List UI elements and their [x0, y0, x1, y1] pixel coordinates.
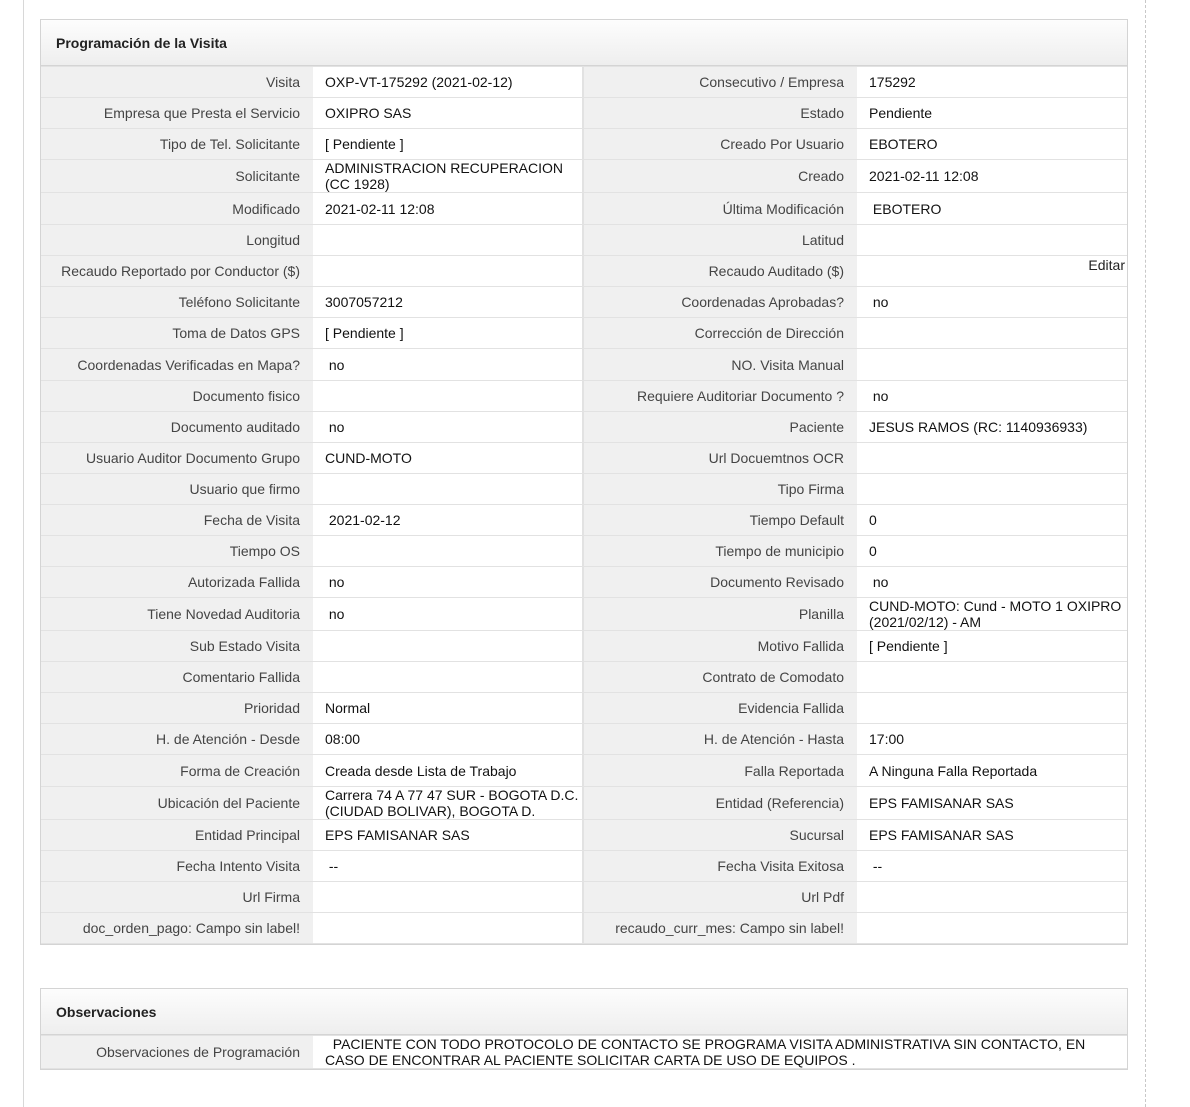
field-value: 2021-02-11 12:08	[313, 193, 584, 224]
field-value: ADMINISTRACION RECUPERACION (CC 1928)	[313, 160, 584, 192]
field-label: Fecha Intento Visita	[41, 851, 313, 881]
field-label: Toma de Datos GPS	[41, 318, 313, 348]
panel-title-observaciones: Observaciones	[41, 989, 1127, 1035]
field-value: 2021-02-11 12:08	[857, 160, 1127, 192]
field-value: 3007057212	[313, 287, 584, 317]
field-value	[313, 882, 584, 912]
field-label: Visita	[41, 67, 313, 97]
field-label: Url Firma	[41, 882, 313, 912]
left-divider	[23, 0, 24, 1107]
right-dashed-divider	[1145, 0, 1146, 1107]
field-row	[41, 129, 1127, 160]
field-label: Latitud	[584, 225, 857, 255]
field-label: Tiempo Default	[584, 505, 857, 535]
field-label: Requiere Auditoriar Documento ?	[584, 381, 857, 411]
field-value	[313, 225, 584, 255]
field-label: Teléfono Solicitante	[41, 287, 313, 317]
field-label: Documento fisico	[41, 381, 313, 411]
field-label: Evidencia Fallida	[584, 693, 857, 723]
field-value: JESUS RAMOS (RC: 1140936933)	[857, 412, 1127, 442]
field-row	[41, 882, 1127, 913]
field-value	[313, 536, 584, 566]
field-row	[41, 67, 1127, 98]
panel-title-programacion: Programación de la Visita	[41, 20, 1127, 66]
field-value	[857, 662, 1127, 692]
field-label: Paciente	[584, 412, 857, 442]
field-label: Tipo de Tel. Solicitante	[41, 129, 313, 159]
observaciones-panel	[40, 988, 1128, 1070]
field-value: EBOTERO	[857, 193, 1127, 224]
field-value: --	[857, 851, 1127, 881]
field-value: A Ninguna Falla Reportada	[857, 755, 1127, 786]
programacion-panel	[40, 19, 1128, 945]
field-label: Motivo Fallida	[584, 631, 857, 661]
field-value	[857, 256, 1127, 286]
field-row	[41, 631, 1127, 662]
field-value	[857, 693, 1127, 723]
field-label: Fecha de Visita	[41, 505, 313, 535]
field-label: Tipo Firma	[584, 474, 857, 504]
field-label: Tiempo de municipio	[584, 536, 857, 566]
observaciones-label: Observaciones de Programación	[41, 1036, 313, 1068]
field-label: Creado Por Usuario	[584, 129, 857, 159]
field-label: Prioridad	[41, 693, 313, 723]
field-value	[857, 318, 1127, 348]
field-label: NO. Visita Manual	[584, 349, 857, 380]
field-row	[41, 160, 1127, 193]
field-label: H. de Atención - Desde	[41, 724, 313, 754]
field-label: Documento auditado	[41, 412, 313, 442]
field-value: no	[313, 598, 584, 630]
field-value	[857, 474, 1127, 504]
field-label: Autorizada Fallida	[41, 567, 313, 597]
field-value: no	[313, 349, 584, 380]
field-label: Documento Revisado	[584, 567, 857, 597]
field-value	[313, 474, 584, 504]
field-label: Tiempo OS	[41, 536, 313, 566]
field-label: Solicitante	[41, 160, 313, 192]
field-value: Normal	[313, 693, 584, 723]
field-row	[41, 287, 1127, 318]
field-label: Ubicación del Paciente	[41, 787, 313, 819]
field-label: Empresa que Presta el Servicio	[41, 98, 313, 128]
field-value	[313, 256, 584, 286]
field-value: EPS FAMISANAR SAS	[857, 820, 1127, 850]
field-label: Fecha Visita Exitosa	[584, 851, 857, 881]
observaciones-value: PACIENTE CON TODO PROTOCOLO DE CONTACTO SE PROGRAMA VISITA ADMINISTRATIVA SIN CONTACTO, EN CASO DE ENCONTRAR AL PACIENTE SOLICITAR CARTA DE USO DE EQUIPOS .	[313, 1036, 1127, 1068]
field-row	[41, 787, 1127, 820]
field-value: no	[313, 567, 584, 597]
field-label: Falla Reportada	[584, 755, 857, 786]
field-value	[857, 882, 1127, 912]
field-label: Consecutivo / Empresa	[584, 67, 857, 97]
field-row	[41, 662, 1127, 693]
field-value	[313, 631, 584, 661]
field-label: Entidad Principal	[41, 820, 313, 850]
field-label: Entidad (Referencia)	[584, 787, 857, 819]
field-value: 2021-02-12	[313, 505, 584, 535]
field-row	[41, 225, 1127, 256]
field-value: Carrera 74 A 77 47 SUR - BOGOTA D.C. (CIUDAD BOLIVAR), BOGOTA D.	[313, 787, 584, 819]
field-value	[313, 913, 584, 943]
programacion-fields	[41, 66, 1127, 944]
field-label: Estado	[584, 98, 857, 128]
field-row	[41, 349, 1127, 381]
field-label: Creado	[584, 160, 857, 192]
field-row	[41, 318, 1127, 349]
field-value: OXP-VT-175292 (2021-02-12)	[313, 67, 584, 97]
field-label: Coordenadas Aprobadas?	[584, 287, 857, 317]
field-label: Recaudo Reportado por Conductor ($)	[41, 256, 313, 286]
field-label: Tiene Novedad Auditoria	[41, 598, 313, 630]
observaciones-row	[41, 1036, 1127, 1069]
field-row	[41, 724, 1127, 755]
field-label: Coordenadas Verificadas en Mapa?	[41, 349, 313, 380]
field-value: Pendiente	[857, 98, 1127, 128]
field-label: Longitud	[41, 225, 313, 255]
field-label: Url Docuemtnos OCR	[584, 443, 857, 473]
field-label: Sub Estado Visita	[41, 631, 313, 661]
field-label: Recaudo Auditado ($)	[584, 256, 857, 286]
field-value: [ Pendiente ]	[313, 129, 584, 159]
field-row	[41, 851, 1127, 882]
field-label: Sucursal	[584, 820, 857, 850]
field-row	[41, 693, 1127, 724]
field-value	[313, 381, 584, 411]
field-label: Usuario Auditor Documento Grupo	[41, 443, 313, 473]
field-value: 0	[857, 505, 1127, 535]
field-label: Corrección de Dirección	[584, 318, 857, 348]
field-row	[41, 381, 1127, 412]
field-value	[857, 225, 1127, 255]
field-value: CUND-MOTO	[313, 443, 584, 473]
field-value: --	[313, 851, 584, 881]
field-value: [ Pendiente ]	[313, 318, 584, 348]
field-row	[41, 256, 1127, 287]
field-value: OXIPRO SAS	[313, 98, 584, 128]
field-value: EBOTERO	[857, 129, 1127, 159]
field-row	[41, 412, 1127, 443]
field-label: Última Modificación	[584, 193, 857, 224]
field-row	[41, 598, 1127, 631]
field-value	[313, 662, 584, 692]
field-value	[857, 913, 1127, 943]
field-value: no	[857, 567, 1127, 597]
field-row	[41, 505, 1127, 536]
field-row	[41, 820, 1127, 851]
field-label: Comentario Fallida	[41, 662, 313, 692]
field-value	[857, 443, 1127, 473]
field-label: Url Pdf	[584, 882, 857, 912]
field-value: 17:00	[857, 724, 1127, 754]
field-row	[41, 913, 1127, 944]
field-row	[41, 567, 1127, 598]
field-label: H. de Atención - Hasta	[584, 724, 857, 754]
field-value: no	[857, 381, 1127, 411]
field-row	[41, 536, 1127, 567]
field-value: no	[857, 287, 1127, 317]
field-row	[41, 98, 1127, 129]
field-value	[857, 349, 1127, 380]
field-label: doc_orden_pago: Campo sin label!	[41, 913, 313, 943]
field-value: 08:00	[313, 724, 584, 754]
field-value: no	[313, 412, 584, 442]
field-row	[41, 474, 1127, 505]
field-row	[41, 443, 1127, 474]
field-value: CUND-MOTO: Cund - MOTO 1 OXIPRO (2021/02/12) - AM	[857, 598, 1127, 630]
field-value: [ Pendiente ]	[857, 631, 1127, 661]
field-label: Planilla	[584, 598, 857, 630]
field-row	[41, 193, 1127, 225]
field-value: EPS FAMISANAR SAS	[857, 787, 1127, 819]
field-row	[41, 755, 1127, 787]
field-value: EPS FAMISANAR SAS	[313, 820, 584, 850]
field-label: recaudo_curr_mes: Campo sin label!	[584, 913, 857, 943]
edit-recaudo-link[interactable]: Editar	[1088, 257, 1125, 273]
field-value: 0	[857, 536, 1127, 566]
field-value: 175292	[857, 67, 1127, 97]
field-label: Contrato de Comodato	[584, 662, 857, 692]
field-label: Usuario que firmo	[41, 474, 313, 504]
field-label: Forma de Creación	[41, 755, 313, 786]
field-value: Creada desde Lista de Trabajo	[313, 755, 584, 786]
field-label: Modificado	[41, 193, 313, 224]
